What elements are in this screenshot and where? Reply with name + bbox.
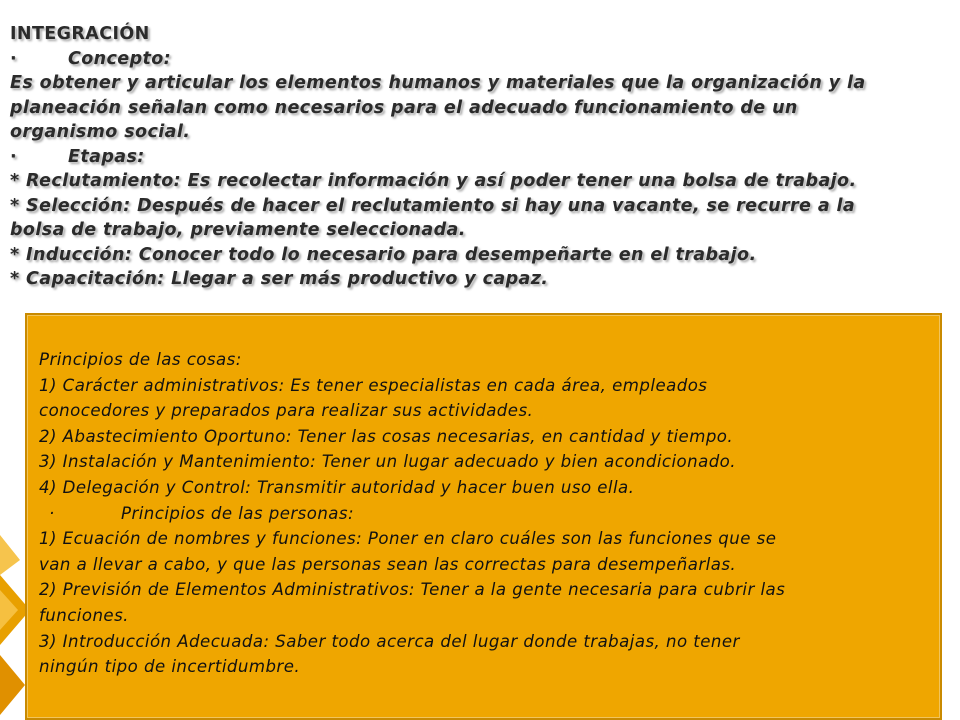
principle-line: ningún tipo de incertidumbre.	[39, 657, 301, 677]
concept-line: organismo social.	[10, 122, 191, 142]
bullet-symbol: ·	[10, 48, 18, 69]
heading: INTEGRACIÓN	[10, 24, 150, 44]
principle-line: 2) Abastecimiento Oportuno: Tener las cosas necesarias, en cantidad y tiempo.	[39, 426, 734, 446]
principle-line: 4) Delegación y Control: Transmitir autoridad y hacer buen uso ella.	[39, 477, 635, 497]
principle-line: van a llevar a cabo, y que las personas sean las correctas para desempeñarlas.	[39, 554, 737, 574]
stages-label: Etapas:	[68, 146, 145, 167]
concept-line: planeación señalan como necesarios para el adecuado funcionamiento de un	[10, 97, 798, 118]
principles-things-heading: Principios de las cosas:	[39, 350, 242, 369]
concept-label: Concepto:	[68, 48, 172, 69]
principle-line: 1) Carácter administrativos: Es tener especialistas en cada área, empleados	[39, 375, 708, 395]
integration-text-block	[10, 22, 890, 292]
principles-box	[25, 313, 942, 720]
principle-line: funciones.	[39, 605, 129, 625]
bullet-symbol: ·	[10, 146, 18, 167]
bullet-symbol: ·	[49, 503, 55, 523]
stage-line: * Selección: Después de hacer el reclutamiento si hay una vacante, se recurre a la	[10, 195, 856, 216]
stages-heading	[10, 145, 890, 170]
stage-line: * Capacitación: Llegar a ser más productivo y capaz.	[10, 269, 549, 289]
principle-line: 3) Introducción Adecuada: Saber todo acerca del lugar donde trabajas, no tener	[39, 631, 740, 651]
concept-line: Es obtener y articular los elementos humanos y materiales que la organización y la	[10, 73, 866, 93]
principle-line: 1) Ecuación de nombres y funciones: Poner en claro cuáles son las funciones que se	[39, 529, 777, 549]
people-label: Principios de las personas:	[121, 503, 355, 523]
principle-line: 2) Previsión de Elementos Administrativos: Tener a la gente necesaria para cubrir las	[39, 580, 786, 600]
principles-text	[39, 347, 934, 680]
stage-line: * Inducción: Conocer todo lo necesario para desempeñarte en el trabajo.	[10, 244, 757, 265]
stage-line: * Reclutamiento: Es recolectar información y así poder tener una bolsa de trabajo.	[10, 171, 857, 191]
principle-line: 3) Instalación y Mantenimiento: Tener un lugar adecuado y bien acondicionado.	[39, 452, 737, 472]
principle-line: conocedores y preparados para realizar sus actividades.	[39, 401, 534, 421]
principles-people-heading	[39, 501, 934, 527]
stage-line: bolsa de trabajo, previamente seleccionada.	[10, 220, 466, 240]
concept-heading	[10, 47, 890, 72]
